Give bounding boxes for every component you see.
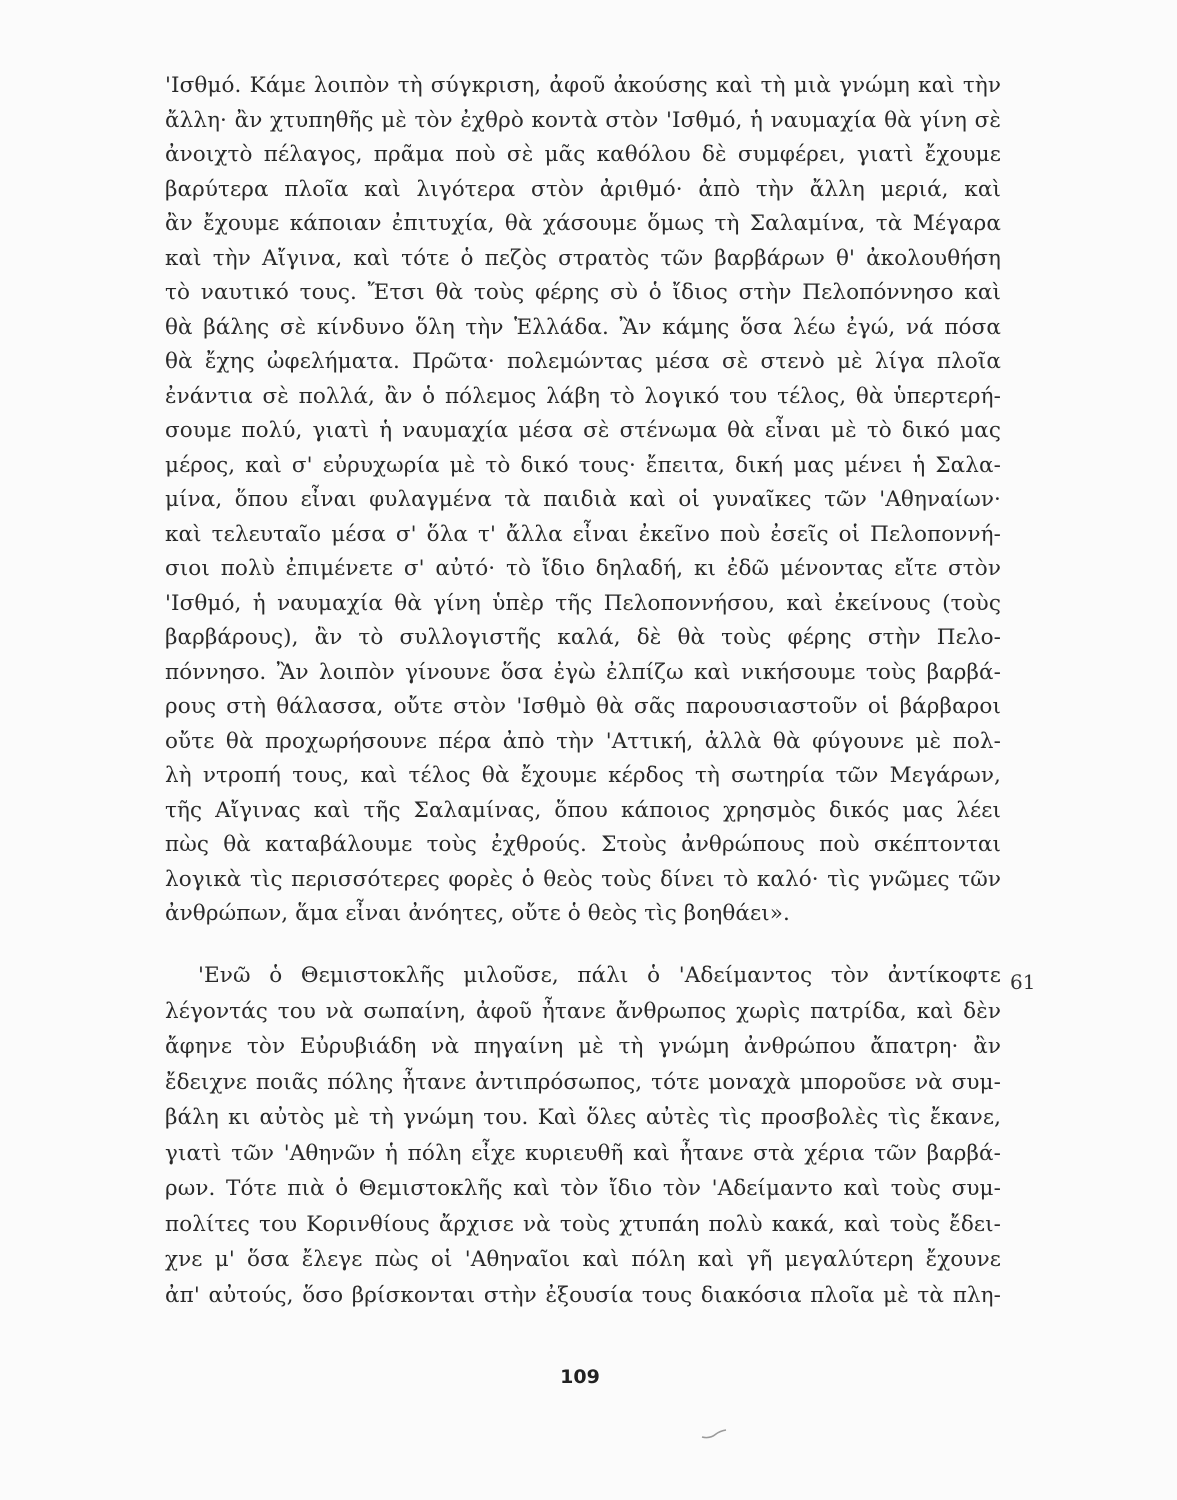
margin-section-number: 61 xyxy=(1010,970,1036,994)
text-line: 'Ισθμό, ἡ ναυμαχία θὰ γίνη ὑπὲρ τῆς Πελοποννήσου, καὶ ἐκείνους (τοὺς xyxy=(165,591,1001,616)
text-line: 'Ενῶ ὁ Θεμιστοκλῆς μιλοῦσε, πάλι ὁ 'Αδείμαντος τὸν ἀντίκοφτε xyxy=(198,963,1001,988)
text-line: θὰ ἔχης ὠφελήματα. Πρῶτα· πολεμώντας μέσα σὲ στενὸ μὲ λίγα πλοῖα xyxy=(165,349,1001,374)
text-line: ἄφηνε τὸν Εὐρυβιάδη νὰ πηγαίνη μὲ τὴ γνώμη ἀνθρώπου ἄπατρη· ἂν xyxy=(165,1034,1001,1059)
text-line: ἀνθρώπων, ἅμα εἶναι ἀνόητες, οὔτε ὁ θεὸς τὶς βοηθάει». xyxy=(165,901,790,926)
text-line: γιατὶ τῶν 'Αθηνῶν ἡ πόλη εἶχε κυριευθῆ καὶ ἦτανε στὰ χέρια τῶν βαρβά- xyxy=(165,1141,1001,1166)
text-line: οὔτε θὰ προχωρήσουνε πέρα ἀπὸ τὴν 'Αττική, ἀλλὰ θὰ φύγουνε μὲ πολ- xyxy=(165,729,1001,754)
text-line: βαρβάρους), ἂν τὸ συλλογιστῆς καλά, δὲ θὰ τοὺς φέρης στὴν Πελο- xyxy=(165,625,1001,650)
text-line: πὼς θὰ καταβάλουμε τοὺς ἐχθρούς. Στοὺς ἀνθρώπους ποὺ σκέπτονται xyxy=(165,832,1001,857)
text-line: καὶ τελευταῖο μέσα σ' ὅλα τ' ἄλλα εἶναι ἐκεῖνο ποὺ ἐσεῖς οἱ Πελοποννή- xyxy=(165,522,1001,547)
text-line: καὶ τὴν Αἴγινα, καὶ τότε ὁ πεζὸς στρατὸς τῶν βαρβάρων θ' ἀκολουθήση xyxy=(165,246,1001,271)
text-line: λέγοντάς του νὰ σωπαίνη, ἀφοῦ ἦτανε ἄνθρωπος χωρὶς πατρίδα, καὶ δὲν xyxy=(165,999,1001,1024)
text-line: βάλη κι αὐτὸς μὲ τὴ γνώμη του. Καὶ ὅλες αὐτὲς τὶς προσβολὲς τὶς ἔκανε, xyxy=(165,1105,1001,1130)
text-line: μέρος, καὶ σ' εὐρυχωρία μὲ τὸ δικό τους· ἔπειτα, δική μας μένει ἡ Σαλα- xyxy=(165,453,1001,478)
text-line: τῆς Αἴγινας καὶ τῆς Σαλαμίνας, ὅπου κάποιος χρησμὸς δικός μας λέει xyxy=(165,798,1001,823)
text-line: χνε μ' ὅσα ἔλεγε πὼς οἱ 'Αθηναῖοι καὶ πόλη καὶ γῆ μεγαλύτερη ἔχουνε xyxy=(165,1247,1001,1272)
text-line: λογικὰ τὶς περισσότερες φορὲς ὁ θεὸς τοὺς δίνει τὸ καλό· τὶς γνῶμες τῶν xyxy=(165,867,1001,892)
text-line: πόννησο. Ἂν λοιπὸν γίνουνε ὅσα ἐγὼ ἐλπίζω καὶ νικήσουμε τοὺς βαρβά- xyxy=(165,660,1001,685)
text-line: 'Ισθμό. Κάμε λοιπὸν τὴ σύγκριση, ἀφοῦ ἀκούσης καὶ τὴ μιὰ γνώμη καὶ τὴν xyxy=(165,73,1001,98)
text-line: ἀπ' αὐτούς, ὅσο βρίσκονται στὴν ἐξουσία τους διακόσια πλοῖα μὲ τὰ πλη- xyxy=(165,1283,1001,1308)
text-line: ἂν ἔχουμε κάποιαν ἐπιτυχία, θὰ χάσουμε ὅμως τὴ Σαλαμίνα, τὰ Μέγαρα xyxy=(165,211,1001,236)
text-line: σουμε πολύ, γιατὶ ἡ ναυμαχία μέσα σὲ στένωμα θὰ εἶναι μὲ τὸ δικό μας xyxy=(165,418,1001,443)
pen-mark-icon xyxy=(700,1428,728,1440)
text-line: ἀνοιχτὸ πέλαγος, πρᾶμα ποὺ σὲ μᾶς καθόλου δὲ συμφέρει, γιατὶ ἔχουμε xyxy=(165,142,1001,167)
text-line: ἔδειχνε ποιᾶς πόλης ἦτανε ἀντιπρόσωπος, τότε μοναχὰ μποροῦσε νὰ συμ- xyxy=(165,1070,1001,1095)
text-line: βαρύτερα πλοῖα καὶ λιγότερα στὸν ἀριθμό· ἀπὸ τὴν ἄλλη μεριά, καὶ xyxy=(165,177,1001,202)
text-line: ρων. Τότε πιὰ ὁ Θεμιστοκλῆς καὶ τὸν ἴδιο τὸν 'Αδείμαντο καὶ τοὺς συμ- xyxy=(165,1176,1001,1201)
text-line: μίνα, ὅπου εἶναι φυλαγμένα τὰ παιδιὰ καὶ οἱ γυναῖκες τῶν 'Αθηναίων· xyxy=(165,487,1001,512)
text-line: θὰ βάλης σὲ κίνδυνο ὅλη τὴν Ἑλλάδα. Ἂν κάμης ὅσα λέω ἐγώ, νά πόσα xyxy=(165,315,1001,340)
page-number: 109 xyxy=(560,1366,600,1388)
text-line: ἐνάντια σὲ πολλά, ἂν ὁ πόλεμος λάβη τὸ λογικό του τέλος, θὰ ὑπερτερή- xyxy=(165,384,1001,409)
text-line: ρους στὴ θάλασσα, οὔτε στὸν 'Ισθμὸ θὰ σᾶς παρουσιαστοῦν οἱ βάρβαροι xyxy=(165,694,1001,719)
text-line: λὴ ντροπή τους, καὶ τέλος θὰ ἔχουμε κέρδος τὴ σωτηρία τῶν Μεγάρων, xyxy=(165,763,1001,788)
text-line: ἄλλη· ἂν χτυπηθῆς μὲ τὸν ἐχθρὸ κοντὰ στὸν 'Ισθμό, ἡ ναυμαχία θὰ γίνη σὲ xyxy=(165,108,1001,133)
text-line: σιοι πολὺ ἐπιμένετε σ' αὐτό· τὸ ἴδιο δηλαδή, κι ἐδῶ μένοντας εἴτε στὸν xyxy=(165,556,1001,581)
text-line: τὸ ναυτικό τους. Ἔτσι θὰ τοὺς φέρης σὺ ὁ ἴδιος στὴν Πελοπόννησο καὶ xyxy=(165,280,1001,305)
text-line: πολίτες του Κορινθίους ἄρχισε νὰ τοὺς χτυπάη πολὺ κακά, καὶ τοὺς ἔδει- xyxy=(165,1212,1001,1237)
